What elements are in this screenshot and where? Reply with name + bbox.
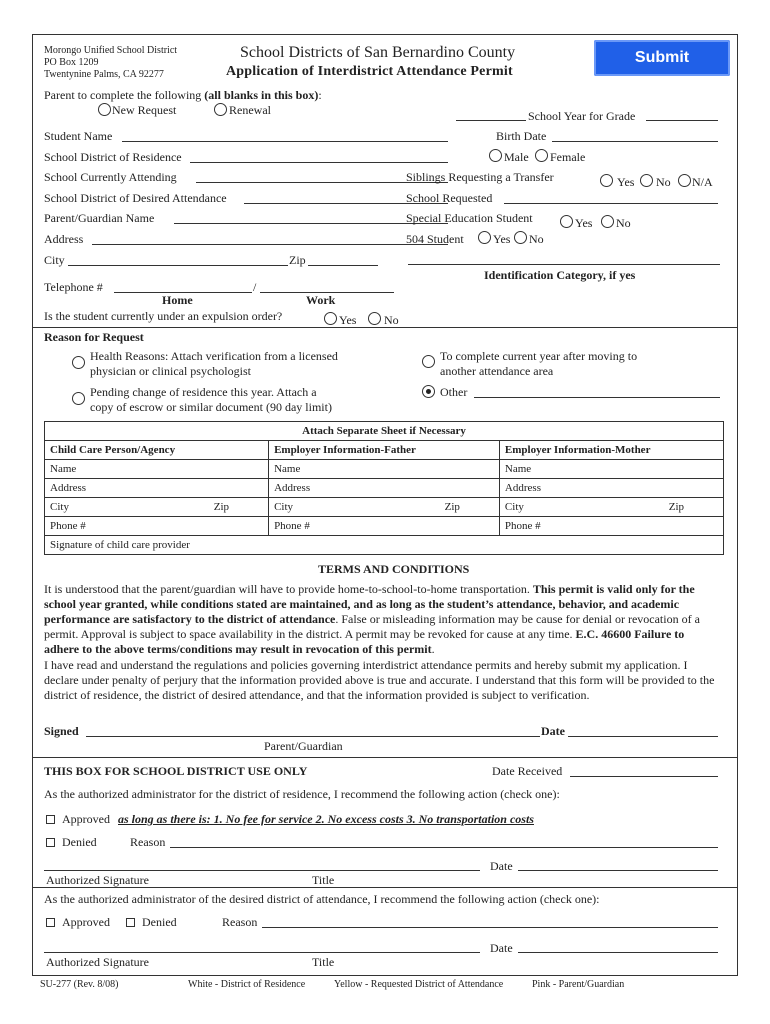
childcare-signature-cell[interactable]: Signature of child care provider [45,536,724,555]
health-line2: physician or clinical psychologist [90,364,251,378]
other-field[interactable] [474,397,720,398]
telephone-label: Telephone # [44,280,103,294]
des-title-caption: Title [312,955,335,969]
school-requested-label: School Requested [406,191,493,205]
date-received-label: Date Received [492,764,563,778]
siblings-no-radio[interactable] [640,174,653,187]
renewal-label: Renewal [229,103,271,117]
col-childcare: Child Care Person/Agency [45,441,269,460]
reason-heading: Reason for Request [44,330,144,344]
mother-name-cell[interactable]: Name [499,460,723,479]
complete-year-radio[interactable] [422,355,435,368]
siblings-na-label: N/A [692,175,713,189]
des-reason-label: Reason [222,915,258,929]
parent-guardian-caption: Parent/Guardian [264,739,343,753]
res-denied-checkbox[interactable] [46,838,55,847]
city-label: City [44,253,65,267]
divider [32,757,738,758]
sped-yes-radio[interactable] [560,215,573,228]
desired-district-label: School District of Desired Attendance [44,191,227,205]
father-city-cell[interactable]: City Zip [269,498,500,517]
district-pobox: PO Box 1209 [44,57,99,68]
father-phone-cell[interactable]: Phone # [269,517,500,536]
childcare-city-cell[interactable]: City Zip [45,498,269,517]
res-denied-label: Denied [62,835,97,849]
mother-city-cell[interactable]: City Zip [499,498,723,517]
copy-pink: Pink - Parent/Guardian [532,979,625,990]
instruction: Parent to complete the following (all blanks in this box): [44,88,322,102]
terms-heading: TERMS AND CONDITIONS [318,562,470,576]
health-line1: Health Reasons: Attach verification from a licensed [90,349,338,363]
phone-slash: / [253,280,257,294]
childcare-address-cell[interactable]: Address [45,479,269,498]
res-signature-field[interactable] [44,870,480,871]
des-auth-sig-caption: Authorized Signature [46,955,149,969]
pending-radio[interactable] [72,392,85,405]
s504-label: 504 Student [406,232,464,246]
address-field[interactable] [92,244,448,245]
page-subtitle: Application of Interdistrict Attendance Permit [226,64,513,79]
res-date-field[interactable] [518,870,718,871]
siblings-label: Siblings Requesting a Transfer [406,170,554,184]
grade-field[interactable] [646,120,718,121]
complete-line1: To complete current year after moving to [440,349,638,363]
student-name-field[interactable] [122,141,448,142]
sped-no-radio[interactable] [601,215,614,228]
signed-date-field[interactable] [568,736,718,737]
expulsion-yes-radio[interactable] [324,312,337,325]
father-name-cell[interactable]: Name [269,460,500,479]
des-denied-checkbox[interactable] [126,918,135,927]
male-label: Male [504,150,529,164]
col-father: Employer Information-Father [269,441,500,460]
guardian-name-label: Parent/Guardian Name [44,211,155,225]
sped-yes-label: Yes [575,216,593,230]
expulsion-label: Is the student currently under an expulsion order? [44,309,283,323]
info-table [44,421,724,555]
res-approved-checkbox[interactable] [46,815,55,824]
attach-note: Attach Separate Sheet if Necessary [45,422,724,441]
new-request-label: New Request [112,103,177,117]
district-name: Morongo Unified School District [44,45,178,56]
sped-no-label: No [616,216,631,230]
declaration-paragraph: I have read and understand the regulations and policies governing interdistrict attendance permits and hereby submit my application. I declare under penalty of perjury that the information provided above is true and accurate. I understand that this form will be provided to the district of residence, the district of desired attendance, and that the information provided is subject to verification. [44,658,715,702]
birth-date-field[interactable] [552,141,718,142]
s504-no-radio[interactable] [514,231,527,244]
res-title-caption: Title [312,873,335,887]
work-label: Work [306,293,336,307]
sped-label: Special Education Student [406,211,533,225]
id-category-field[interactable] [408,264,720,265]
student-name-label: Student Name [44,129,113,143]
res-reason-field[interactable] [170,847,718,848]
s504-yes-label: Yes [493,232,511,246]
school-year-label: School Year for Grade [528,109,636,123]
complete-line2: another attendance area [440,364,554,378]
childcare-name-cell[interactable]: Name [45,460,269,479]
other-label: Other [440,385,468,399]
expulsion-yes-label: Yes [339,313,357,327]
renewal-radio[interactable] [214,103,227,116]
page-title: School Districts of San Bernardino County [240,44,516,61]
copy-yellow: Yellow - Requested District of Attendance [334,979,504,990]
mother-phone-cell[interactable]: Phone # [499,517,723,536]
des-approved-label: Approved [62,915,110,929]
des-reason-field[interactable] [262,927,718,928]
des-approved-checkbox[interactable] [46,918,55,927]
school-requested-field[interactable] [504,203,718,204]
s504-no-label: No [529,232,544,246]
siblings-yes-radio[interactable] [600,174,613,187]
current-school-label: School Currently Attending [44,170,177,184]
district-residence-field[interactable] [190,162,448,163]
col-mother: Employer Information-Mother [499,441,723,460]
res-reason-label: Reason [130,835,166,849]
siblings-yes-label: Yes [617,175,635,189]
s504-yes-radio[interactable] [478,231,491,244]
mother-address-cell[interactable]: Address [499,479,723,498]
city-field[interactable] [68,265,288,266]
zip-field[interactable] [308,265,378,266]
female-label: Female [550,150,586,164]
other-radio[interactable] [422,385,435,398]
divider [32,327,738,328]
terms-paragraph: It is understood that the parent/guardian will have to provide home-to-school-to-home transportation. This permit is valid only for the school year granted, while conditions stated are maintained, and as long as the student’s attendance, behavior, and academic performance are satisfactory to the district of attendance. False or misleading information may be cause for denial or revocation of a permit. Approval is subject to space availability in the district. A permit may be revoked for cause at any time. E.C. 46600 Failure to adhere to the above terms/conditions may result in revocation of this permit. [44,582,700,656]
des-date-label: Date [490,941,513,955]
pending-line1: Pending change of residence this year. Attach a [90,385,317,399]
res-auth-sig-caption: Authorized Signature [46,873,149,887]
expulsion-no-label: No [384,313,399,327]
divider [32,887,738,888]
id-category-label: Identification Category, if yes [484,268,636,282]
date-received-field[interactable] [570,776,718,777]
form-number: SU-277 (Rev. 8/08) [40,979,119,990]
district-city: Twentynine Palms, CA 92277 [44,69,164,80]
copy-white: White - District of Residence [188,979,306,990]
pending-line2: copy of escrow or similar document (90 day limit) [90,400,332,414]
female-radio[interactable] [535,149,548,162]
des-denied-label: Denied [142,915,177,929]
father-address-cell[interactable]: Address [269,479,500,498]
des-signature-field[interactable] [44,952,480,953]
residence-admin-text: As the authorized administrator for the district of residence, I recommend the following action (check one): [44,787,560,801]
des-date-field[interactable] [518,952,718,953]
new-request-radio[interactable] [98,103,111,116]
health-radio[interactable] [72,356,85,369]
signed-label: Signed [44,724,79,738]
siblings-no-label: No [656,175,671,189]
male-radio[interactable] [489,149,502,162]
res-approved-label: Approved [62,812,110,826]
res-date-label: Date [490,859,513,873]
home-label: Home [162,293,193,307]
zip-label: Zip [289,253,306,267]
school-year-field[interactable] [456,120,526,121]
childcare-phone-cell[interactable]: Phone # [45,517,269,536]
guardian-signature-field[interactable] [86,736,540,737]
signed-date-label: Date [541,724,565,738]
address-label: Address [44,232,84,246]
desired-admin-text: As the authorized administrator of the desired district of attendance, I recommend the following action (check one): [44,892,600,906]
submit-button[interactable]: Submit [594,40,730,76]
district-residence-label: School District of Residence [44,150,182,164]
birth-date-label: Birth Date [496,129,547,143]
office-box-heading: THIS BOX FOR SCHOOL DISTRICT USE ONLY [44,764,308,778]
approval-conditions: as long as there is: 1. No fee for service 2. No excess costs 3. No transportation costs [118,812,534,826]
siblings-na-radio[interactable] [678,174,691,187]
expulsion-no-radio[interactable] [368,312,381,325]
